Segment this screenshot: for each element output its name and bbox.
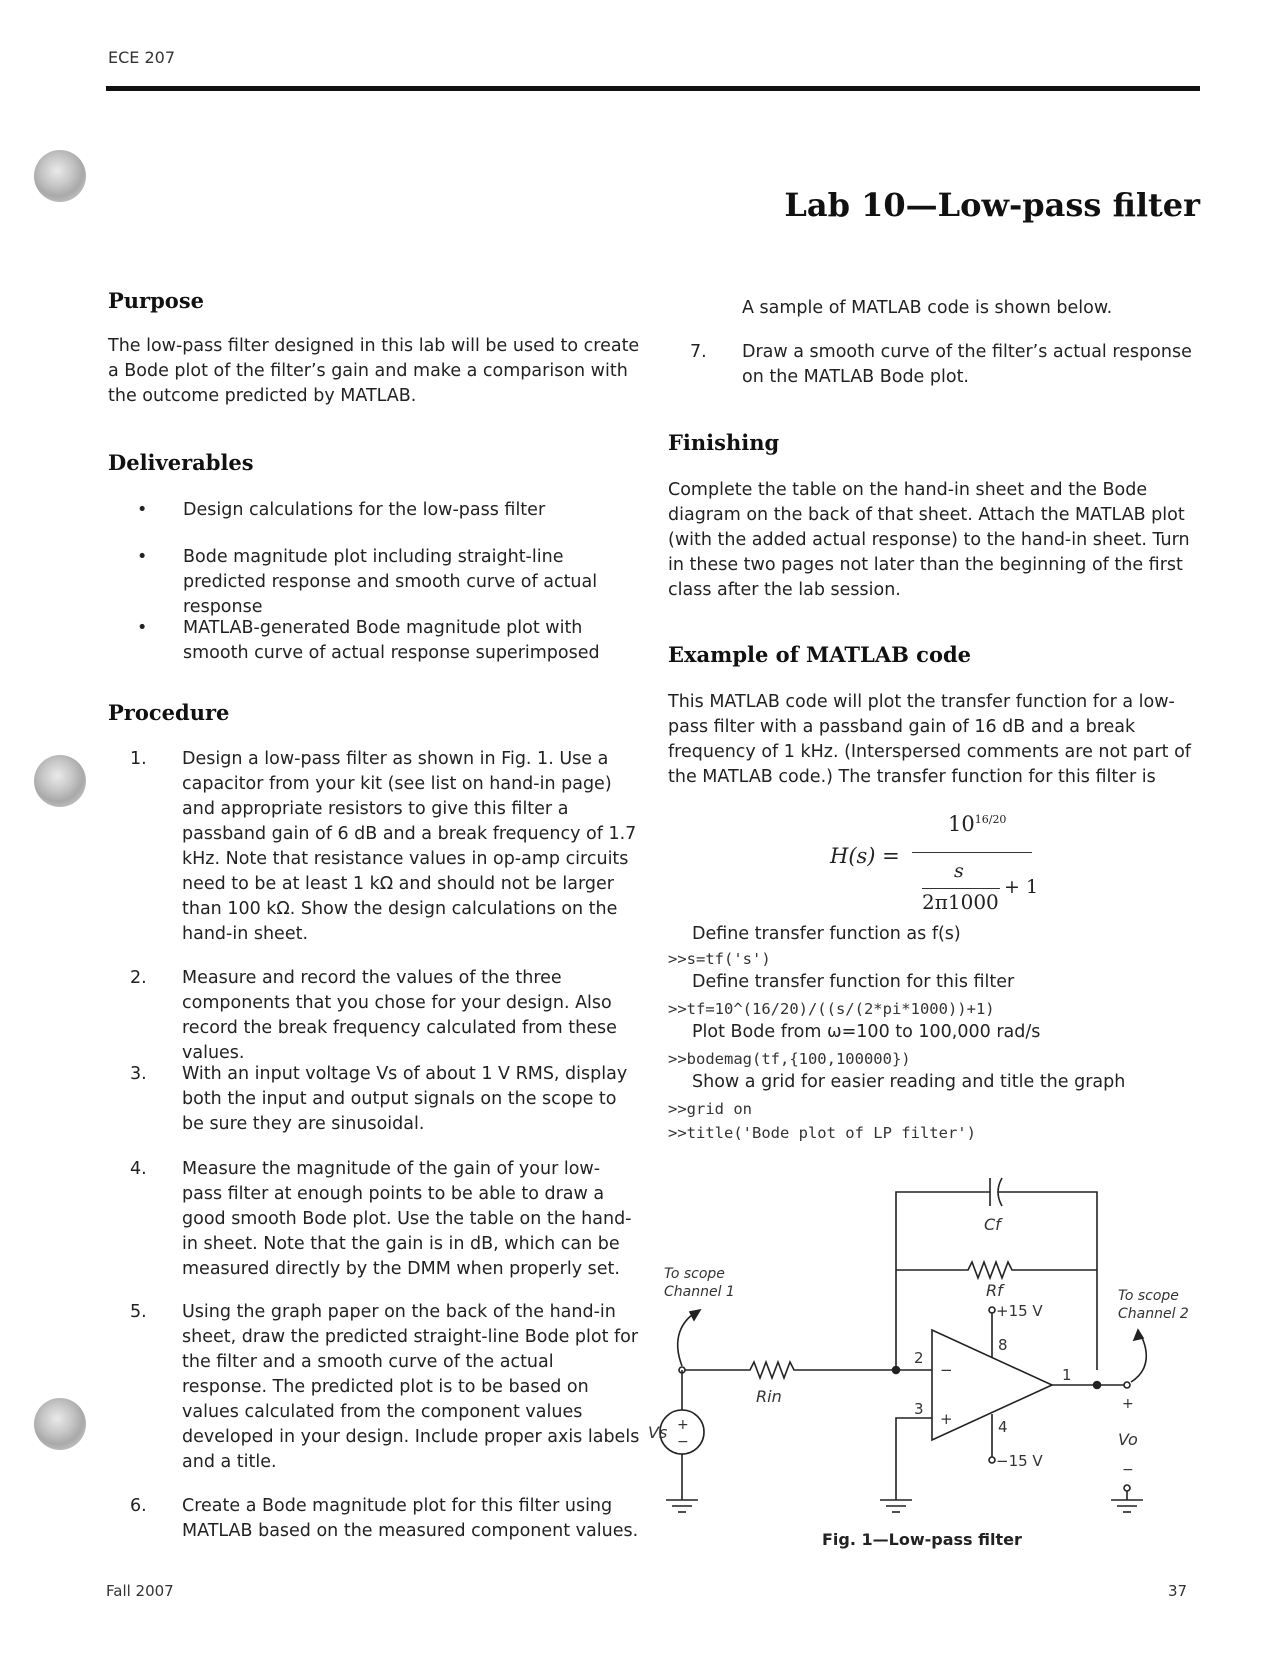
- code-line: >>tf=10^(16/20)/((s/(2*pi*1000))+1): [668, 1000, 995, 1018]
- step-number: 5.: [130, 1302, 147, 1322]
- step-text: Measure the magnitude of the gain of your low-pass filter at enough points to be able to draw a good smooth Bode plot. Use the table on the hand-in sheet. Note that the gain is in dB, which can be measured directly by the DMM when properly set.: [182, 1159, 632, 1279]
- scope-1-arrowhead-icon: [690, 1310, 700, 1320]
- equation-lhs: H(s) =: [830, 844, 900, 868]
- pin-1: 1: [1062, 1366, 1072, 1384]
- op-amp: [896, 1312, 1097, 1500]
- punch-hole-top: [34, 150, 86, 202]
- procedure-step: [130, 1300, 640, 1475]
- label-scope-2-line1: To scope: [1118, 1288, 1179, 1304]
- label-minus-15v: −15 V: [996, 1452, 1043, 1470]
- bullet-icon: •: [137, 500, 148, 520]
- equation-inner-denominator: 2π1000: [922, 890, 999, 914]
- deliverables-heading: Deliverables: [108, 450, 254, 475]
- purpose-text: The low-pass filter designed in this lab will be used to create a Bode plot of the filter’s gain and make a comparison with the outcome predicted by MATLAB.: [108, 336, 640, 406]
- example-heading: Example of MATLAB code: [668, 642, 972, 667]
- equation-main-fraction-bar: [912, 852, 1032, 853]
- deliverable-text: Design calculations for the low-pass filter: [183, 500, 546, 520]
- pin-2: 2: [914, 1349, 924, 1367]
- op-amp-minus-symbol: −: [940, 1361, 953, 1379]
- equation-num-base: 10: [948, 812, 975, 836]
- transfer-function-equation: [830, 812, 1080, 912]
- finishing-heading: Finishing: [668, 430, 780, 455]
- output-minus: −: [1122, 1462, 1134, 1478]
- procedure-step-7: [690, 340, 1202, 390]
- feedback-capacitor: [896, 1178, 1097, 1370]
- step-number: 2.: [130, 968, 147, 988]
- code-line: >>grid on: [668, 1100, 752, 1118]
- step-number: 7.: [690, 342, 707, 362]
- code-comment: Define transfer function as f(s): [692, 924, 961, 944]
- supply-minus-terminal: [989, 1457, 995, 1463]
- step-text: Draw a smooth curve of the filter’s actual response on the MATLAB Bode plot.: [742, 342, 1192, 387]
- finishing-text: Complete the table on the hand-in sheet and the Bode diagram on the back of that sheet. Attach the MATLAB plot (with the added actual response) to the hand-in sheet. Turn in these two pages not later than the beginning of the first class after the lab session.: [668, 480, 1190, 600]
- step-number: 4.: [130, 1159, 147, 1179]
- label-vs: Vs: [648, 1423, 668, 1442]
- step-number: 6.: [130, 1496, 147, 1516]
- step-text: Using the graph paper on the back of the hand-in sheet, draw the predicted straight-line Bode plot for the filter and a smooth curve of the actual response. The predicted plot is to be based on values calculated from the component values developed in your design. Include proper axis labels and a title.: [182, 1302, 640, 1472]
- label-vo: Vo: [1118, 1430, 1138, 1449]
- equation-num-exponent: 16/20: [974, 813, 1007, 826]
- bullet-icon: •: [137, 618, 148, 638]
- step-text: Design a low-pass filter as shown in Fig. 1. Use a capacitor from your kit (see list on hand-in page) and appropriate resistors to give this filter a passband gain of 6 dB and a break frequency of 1.7 kHz. Note that resistance values in op-amp circuits need to be at least 1 kΩ and should not be larger than 100 kΩ. Show the design calculations on the hand-in sheet.: [182, 749, 637, 944]
- equation-inner-fraction-bar: [922, 888, 1000, 889]
- equation-plus-one: + 1: [1004, 876, 1039, 898]
- scope-2-arrowhead-icon: [1134, 1330, 1143, 1340]
- procedure-step: [130, 1062, 640, 1137]
- code-line: >>bodemag(tf,{100,100000}): [668, 1050, 911, 1068]
- equation-numerator: [948, 812, 1006, 836]
- input-resistor: [682, 1362, 896, 1378]
- label-scope-2-line2: Channel 2: [1118, 1306, 1189, 1322]
- step-text: With an input voltage Vs of about 1 V RMS, display both the input and output signals on the scope to be sure they are sinusoidal.: [182, 1064, 628, 1134]
- procedure-heading: Procedure: [108, 700, 230, 725]
- code-comment: Plot Bode from ω=100 to 100,000 rad/s: [692, 1022, 1041, 1042]
- bullet-icon: •: [137, 547, 148, 567]
- step-number: 1.: [130, 749, 147, 769]
- punch-hole-bottom: [34, 1398, 86, 1450]
- pin-3: 3: [914, 1400, 924, 1418]
- code-line: >>s=tf('s'): [668, 950, 771, 968]
- ground-symbol-left: [666, 1500, 698, 1512]
- deliverable-item: [137, 498, 638, 523]
- deliverable-item: [137, 545, 638, 620]
- code-comment: Show a grid for easier reading and title the graph: [692, 1072, 1126, 1092]
- scope-1-arrow-icon: [678, 1310, 700, 1366]
- code-comment: Define transfer function for this filter: [692, 972, 1015, 992]
- punch-hole-middle: [34, 755, 86, 807]
- step-text: Measure and record the values of the three components that you chose for your design. Also record the break frequency calculated from these values.: [182, 968, 617, 1063]
- deliverable-text: Bode magnitude plot including straight-line predicted response and smooth curve of actual response: [183, 547, 598, 617]
- label-scope-1-line2: Channel 1: [664, 1284, 735, 1300]
- ground-symbol-right: [1111, 1490, 1143, 1512]
- op-amp-plus-symbol: +: [940, 1410, 953, 1428]
- sample-note: A sample of MATLAB code is shown below.: [742, 298, 1113, 318]
- label-cf: Cf: [984, 1215, 1001, 1234]
- procedure-step: [130, 966, 640, 1066]
- ground-symbol-middle: [880, 1500, 912, 1512]
- procedure-step: [130, 1157, 640, 1282]
- pin-8: 8: [998, 1336, 1008, 1354]
- supply-plus-terminal: [989, 1307, 995, 1313]
- procedure-step: [130, 747, 640, 947]
- junction-node: [893, 1367, 900, 1374]
- deliverable-text: MATLAB-generated Bode magnitude plot with smooth curve of actual response superimposed: [183, 618, 600, 663]
- low-pass-filter-circuit: [650, 1170, 1220, 1550]
- step-text: Create a Bode magnitude plot for this filter using MATLAB based on the measured component values.: [182, 1496, 639, 1541]
- footer-page-number: 37: [1168, 1582, 1188, 1600]
- feedback-resistor: [896, 1262, 1097, 1278]
- output-plus: +: [1122, 1396, 1134, 1412]
- page-title: Lab 10—Low-pass filter: [784, 186, 1200, 224]
- header-rule: [106, 86, 1200, 91]
- label-plus-15v: +15 V: [996, 1302, 1043, 1320]
- step-number: 3.: [130, 1064, 147, 1084]
- label-rf: Rf: [986, 1281, 1003, 1300]
- code-line: >>title('Bode plot of LP filter'): [668, 1124, 976, 1142]
- example-text: This MATLAB code will plot the transfer function for a low-pass filter with a passband gain of 16 dB and a break frequency of 1 kHz. (Interspersed comments are not part of the MATLAB code.) The transfer function for this filter is: [668, 692, 1191, 787]
- course-label: ECE 207: [108, 48, 176, 67]
- deliverable-item: [137, 616, 638, 666]
- footer-semester: Fall 2007: [106, 1582, 174, 1600]
- label-rin: Rin: [756, 1387, 782, 1406]
- purpose-heading: Purpose: [108, 288, 204, 313]
- equation-inner-numerator: s: [954, 860, 964, 882]
- label-scope-1-line1: To scope: [664, 1266, 725, 1282]
- pin-4: 4: [998, 1418, 1008, 1436]
- procedure-step: [130, 1494, 640, 1544]
- source-plus: +: [677, 1417, 689, 1433]
- source-minus: −: [677, 1434, 689, 1450]
- figure-caption: Fig. 1—Low-pass filter: [822, 1530, 1022, 1549]
